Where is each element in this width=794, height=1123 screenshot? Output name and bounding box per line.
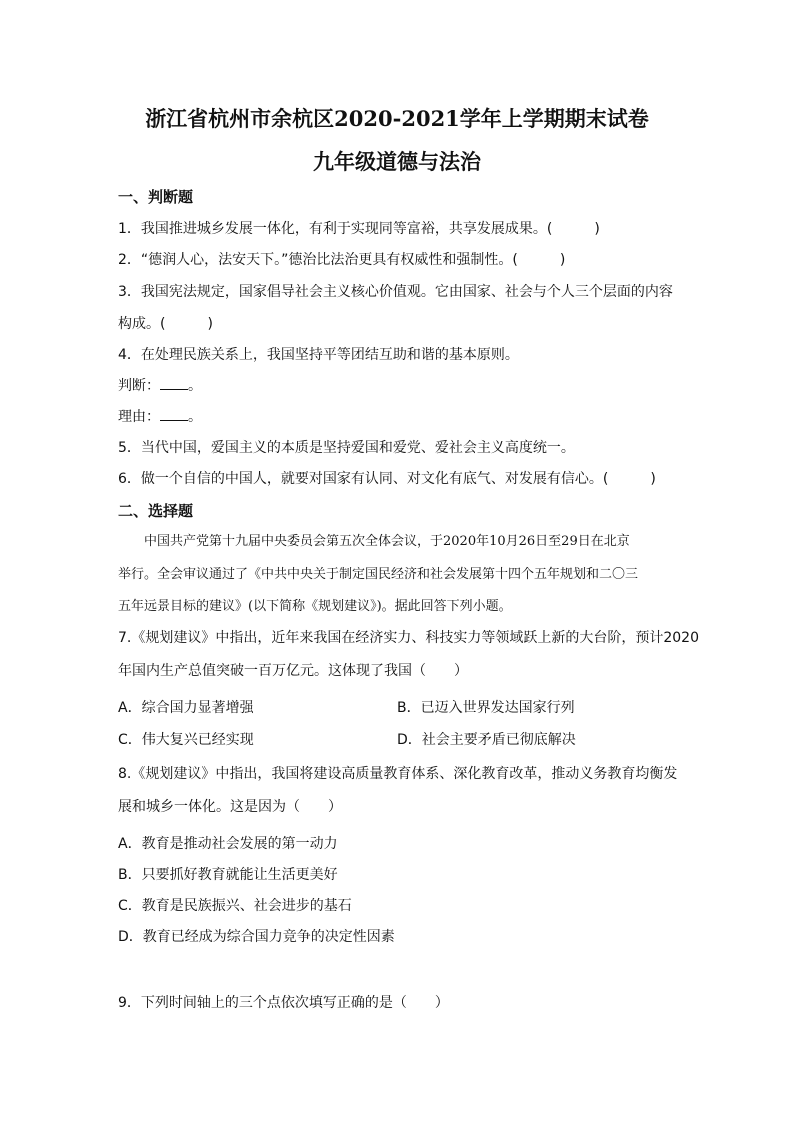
passage-line-1: 中国共产党第十九届中央委员会第五次全体会议，于2020年10月26日至29日在北京 [118, 534, 630, 549]
question-4-judgment-row [118, 375, 202, 395]
question-7-option-a: A．综合国力显著增强 [118, 700, 254, 716]
passage-line-3: 五年远景目标的建议》(以下简称《规划建议》)。据此回答下列小题。 [118, 599, 512, 614]
question-7-option-b: B．已迈入世界发达国家行列 [397, 700, 575, 716]
question-7-line-2: 年国内生产总值突破一百万亿元。这体现了我国（ ） [118, 663, 468, 679]
judgment-blank[interactable] [160, 377, 188, 390]
question-8-option-c: C．教育是民族振兴、社会进步的基石 [118, 898, 352, 914]
page-subtitle: 九年级道德与法治 [313, 149, 481, 174]
judgment-period: 。 [188, 378, 202, 394]
question-1: 1．我国推进城乡发展一体化，有利于实现同等富裕，共享发展成果。( ) [118, 221, 600, 237]
reason-label: 理由： [118, 409, 160, 425]
judgment-label: 判断： [118, 378, 160, 394]
question-3-line-1: 3．我国宪法规定，国家倡导社会主义核心价值观。它由国家、社会与个人三个层面的内容 [118, 284, 673, 300]
question-7-option-d: D．社会主要矛盾已彻底解决 [397, 732, 576, 748]
question-8-line-2: 展和城乡一体化。这是因为（ ） [118, 799, 342, 815]
question-8-option-d: D．教育已经成为综合国力竞争的决定性因素 [118, 929, 395, 945]
question-8-option-b: B．只要抓好教育就能让生活更美好 [118, 867, 338, 883]
question-4-reason-row [118, 406, 202, 426]
section-heading-judgment: 一、判断题 [118, 188, 194, 206]
question-9: 9．下列时间轴上的三个点依次填写正确的是（ ） [118, 995, 449, 1011]
question-5: 5．当代中国，爱国主义的本质是坚持爱国和爱党、爱社会主义高度统一。 [118, 440, 575, 456]
question-7-line-1: 7.《规划建议》中指出，近年来我国在经济实力、科技实力等领域跃上新的大台阶，预计2020 [118, 630, 699, 646]
page-title: 浙江省杭州市余杭区2020-2021学年上学期期末试卷 [145, 106, 649, 131]
question-7-option-c: C．伟大复兴已经实现 [118, 732, 254, 748]
question-8-option-a: A．教育是推动社会发展的第一动力 [118, 836, 338, 852]
section-heading-choice: 二、选择题 [118, 502, 194, 520]
passage-line-2: 举行。全会审议通过了《中共中央关于制定国民经济和社会发展第十四个五年规划和二〇三 [118, 567, 639, 582]
question-6: 6．做一个自信的中国人，就要对国家有认同、对文化有底气、对发展有信心。( ) [118, 471, 656, 487]
question-2: 2．“德润人心，法安天下。”德治比法治更具有权威性和强制性。( ) [118, 252, 566, 268]
question-4: 4．在处理民族关系上，我国坚持平等团结互助和谐的基本原则。 [118, 347, 519, 363]
reason-blank[interactable] [160, 408, 188, 421]
question-8-line-1: 8.《规划建议》中指出，我国将建设高质量教育体系、深化教育改革，推动义务教育均衡发 [118, 766, 678, 782]
question-3-line-2: 构成。( ) [118, 316, 213, 332]
reason-period: 。 [188, 409, 202, 425]
